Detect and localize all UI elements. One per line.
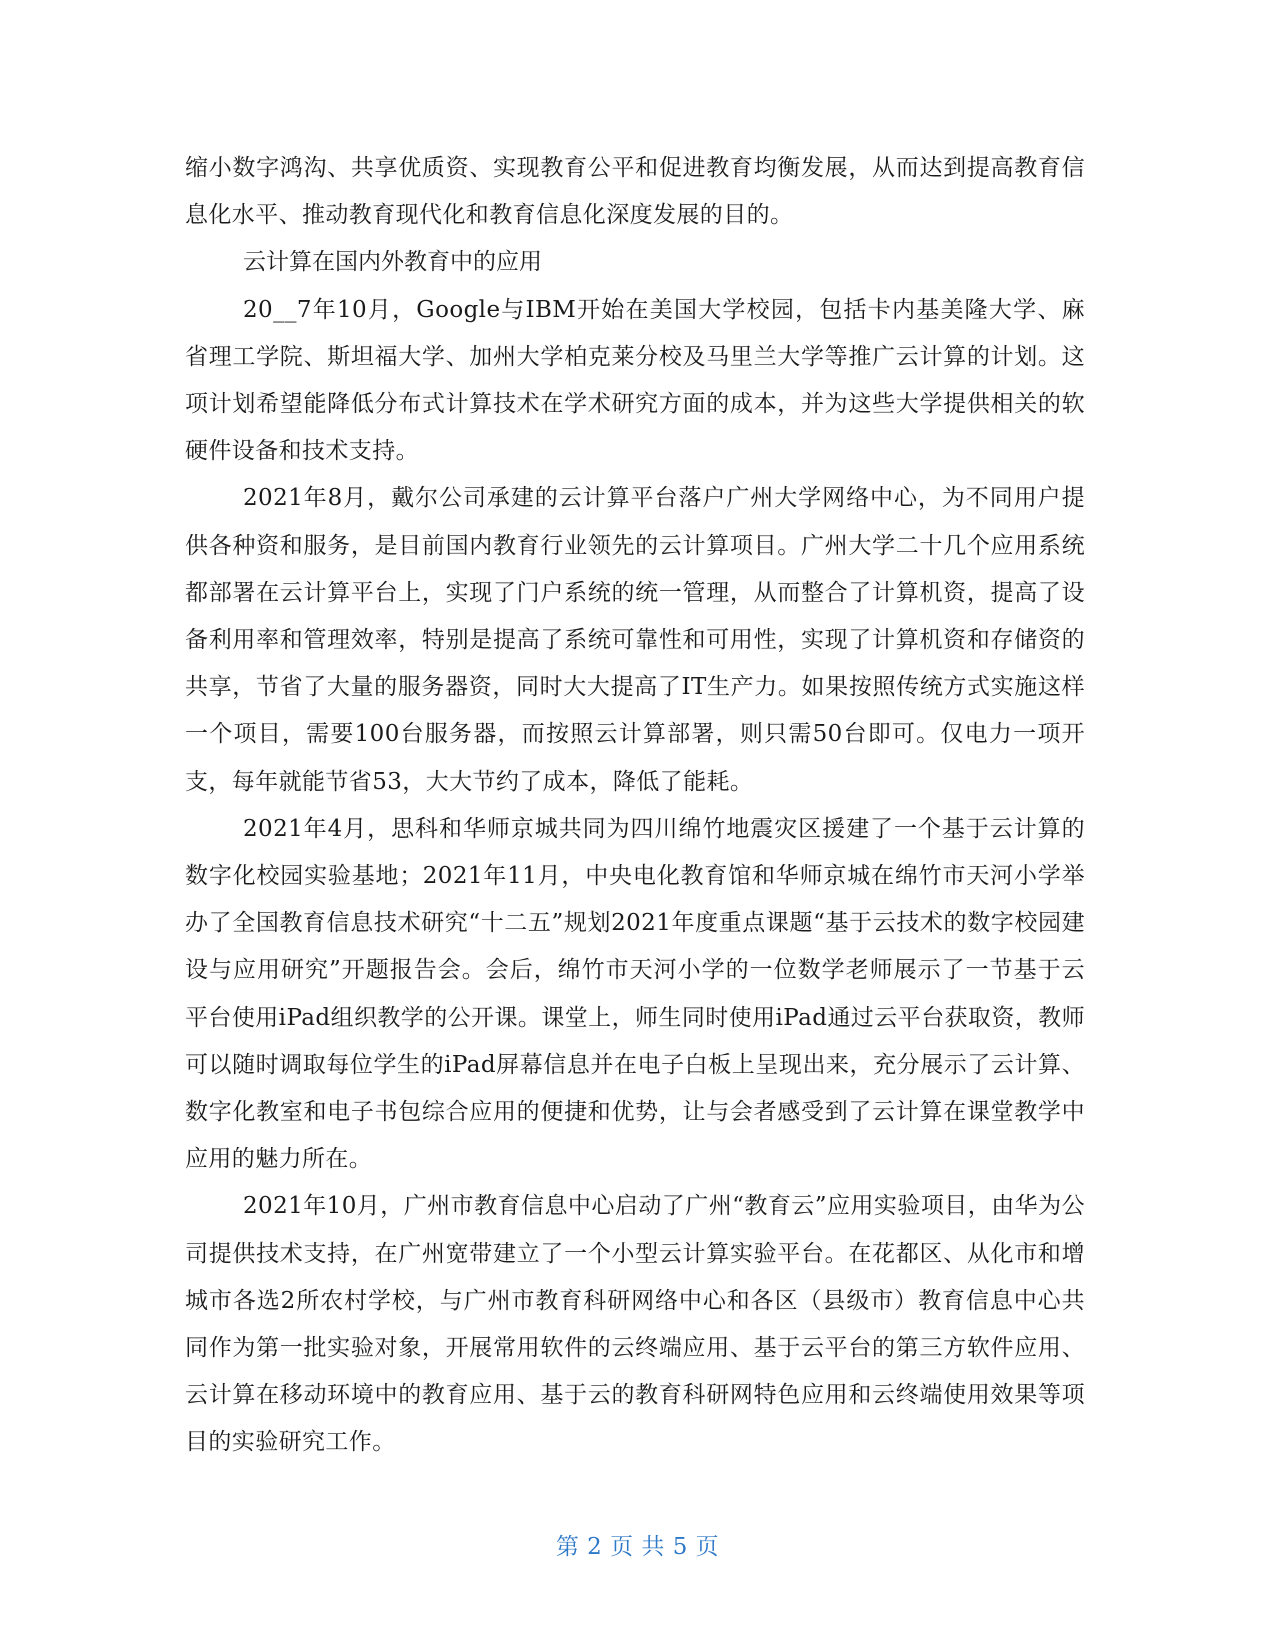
paragraph-continuation: 缩小数字鸿沟、共享优质资、实现教育公平和促进教育均衡发展，从而达到提高教育信息化水平、推动教育现代化和教育信息化深度发展的目的。 — [185, 155, 1085, 229]
paragraph-guangzhou-education-cloud: 2021年10月，广州市教育信息中心启动了广州“教育云”应用实验项目，由华为公司提供技术支持，在广州宽带建立了一个小型云计算实验平台。在花都区、从化市和增城市各选2所农村学校，与广州市教育科研网络中心和各区（县级市）教育信息中心共同作为第一批实验对象，开展常用软件的云终端应用、基于云平台的第三方软件应用、云计算在移动环境中的教育应用、基于云的教育科研网特色应用和云终端使用效果等项目的实验研究工作。 — [185, 1193, 1085, 1456]
paragraph-dell-guangzhou: 2021年8月，戴尔公司承建的云计算平台落户广州大学网络中心，为不同用户提供各种资和服务，是目前国内教育行业领先的云计算项目。广州大学二十几个应用系统都部署在云计算平台上，实现了门户系统的统一管理，从而整合了计算机资，提高了设备利用率和管理效率，特别是提高了系统可靠性和可用性，实现了计算机资和存储资的共享，节省了大量的服务器资，同时大大提高了IT生产力。如果按照传统方式实施这样一个项目，需要100台服务器，而按照云计算部署，则只需50台即可。仅电力一项开支，每年就能节省53，大大节约了成本，降低了能耗。 — [185, 485, 1085, 795]
section-heading: 云计算在国内外教育中的应用 — [243, 249, 542, 276]
paragraph-cisco-mianzhu: 2021年4月，思科和华师京城共同为四川绵竹地震灾区援建了一个基于云计算的数字化校园实验基地；2021年11月，中央电化教育馆和华师京城在绵竹市天河小学举办了全国教育信息技术研究“十二五”规划2021年度重点课题“基于云技术的数字校园建设与应用研究”开题报告会。会后，绵竹市天河小学的一位数学老师展示了一节基于云平台使用iPad组织教学的公开课。课堂上，师生同时使用iPad通过云平台获取资，教师可以随时调取每位学生的iPad屏幕信息并在电子白板上呈现出来，充分展示了云计算、数字化教室和电子书包综合应用的便捷和优势，让与会者感受到了云计算在课堂教学中应用的魅力所在。 — [185, 815, 1085, 1173]
document-body — [185, 145, 1085, 1467]
page-number-footer: 第 2 页 共 5 页 — [555, 1534, 720, 1560]
paragraph-google-ibm: 20__7年10月，Google与IBM开始在美国大学校园，包括卡内基美隆大学、麻省理工学院、斯坦福大学、加州大学柏克莱分校及马里兰大学等推广云计算的计划。这项计划希望能降低分布式计算技术在学术研究方面的成本，并为这些大学提供相关的软硬件设备和技术支持。 — [185, 296, 1085, 465]
